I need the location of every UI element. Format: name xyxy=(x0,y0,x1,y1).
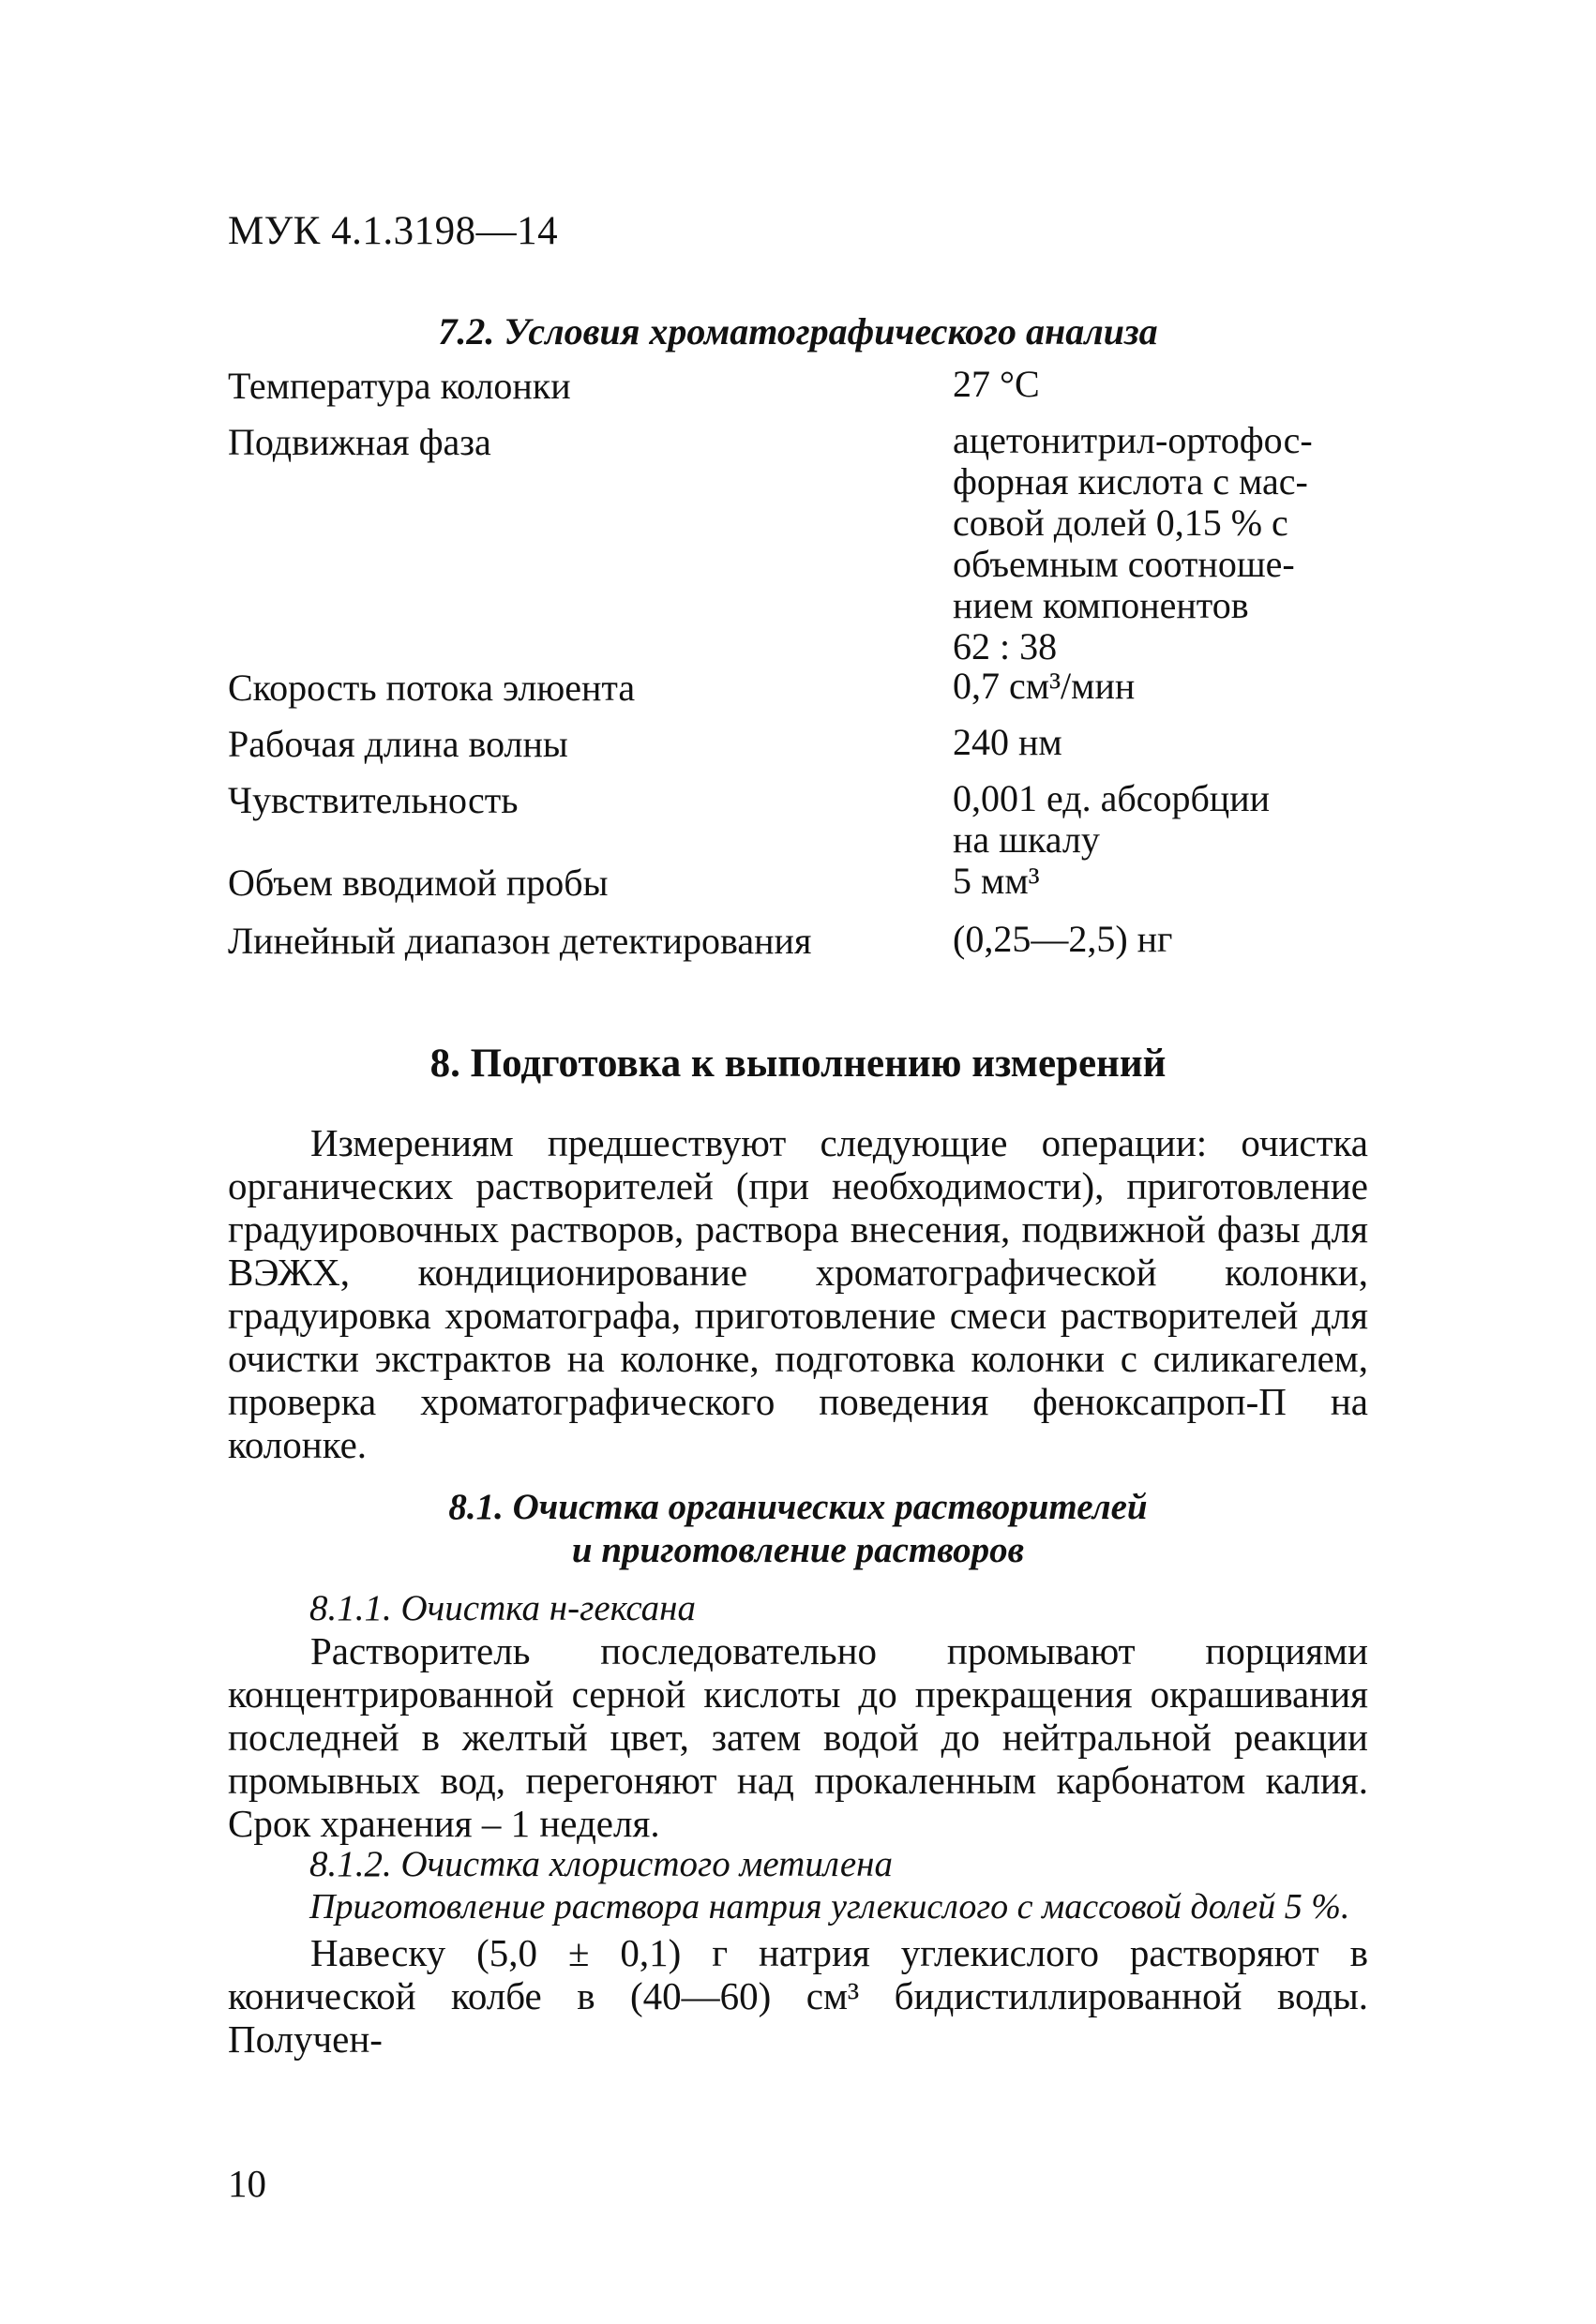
section-8-1-title-line2: и приготовление растворов xyxy=(571,1530,1025,1570)
param-value: 0,7 см³/мин xyxy=(953,665,1136,707)
param-value: 240 нм xyxy=(953,721,1062,763)
param-value: 5 мм³ xyxy=(953,860,1040,902)
subsection-8-1-1-paragraph: Растворитель последовательно промывают порциями концентрированной серной кислоты до прекращения окрашивания последней в желтый цвет, затем водой до нейтральной реакции промывных вод, перегоняют над прокаленным карбонатом калия. Срок хранения – 1 неделя. xyxy=(228,1629,1368,1845)
param-label: Объем вводимой пробы xyxy=(228,862,609,904)
subsection-8-1-1-title: 8.1.1. Очистка н-гексана xyxy=(309,1588,697,1628)
param-label: Чувствительность xyxy=(228,779,519,821)
param-value: 0,001 ед. абсорбции на шкалу xyxy=(953,777,1271,861)
param-label: Подвижная фаза xyxy=(228,421,491,463)
param-label: Линейный диапазон детектирования xyxy=(228,920,812,962)
section-8-1-title-line1: 8.1. Очистка органических растворителей xyxy=(448,1487,1148,1527)
param-value: 27 °С xyxy=(953,363,1040,405)
section-7-2-title: 7.2. Условия хроматографического анализа xyxy=(438,310,1158,352)
param-value: ацетонитрил-ортофос- форная кислота с мас- совой долей 0,15 % с объемным соотноше- нием компонентов 62 : 38 xyxy=(953,419,1313,667)
param-label: Температура колонки xyxy=(228,365,571,407)
page-number: 10 xyxy=(228,2162,266,2205)
section-8-heading: 8. Подготовка к выполнению измерений xyxy=(429,1042,1167,1086)
param-value: (0,25—2,5) нг xyxy=(953,918,1173,960)
document-code: МУК 4.1.3198—14 xyxy=(228,209,559,253)
solution-prep-subtitle: Приготовление раствора натрия углекислого с массовой долей 5 %. xyxy=(309,1887,1350,1927)
param-label: Скорость потока элюента xyxy=(228,667,636,709)
param-label: Рабочая длина волны xyxy=(228,723,568,765)
section-8-intro-paragraph: Измерениям предшествуют следующие операции: очистка органических растворителей (при необходимости), приготовление градуировочных растворов, раствора внесения, подвижной фазы для ВЭЖХ, кондиционирование хроматографической колонки, градуировка хроматографа, приготовление смеси растворителей для очистки экстрактов на колонке, подготовка колонки с силикагелем, проверка хроматографического поведения феноксапроп-П на колонке. xyxy=(228,1121,1368,1466)
subsection-8-1-2-title: 8.1.2. Очистка хлористого метилена xyxy=(309,1844,893,1884)
subsection-8-1-2-paragraph: Навеску (5,0 ± 0,1) г натрия углекислого растворяют в конической колбе в (40—60) см³ бидистиллированной воды. Получен- xyxy=(228,1931,1368,2061)
